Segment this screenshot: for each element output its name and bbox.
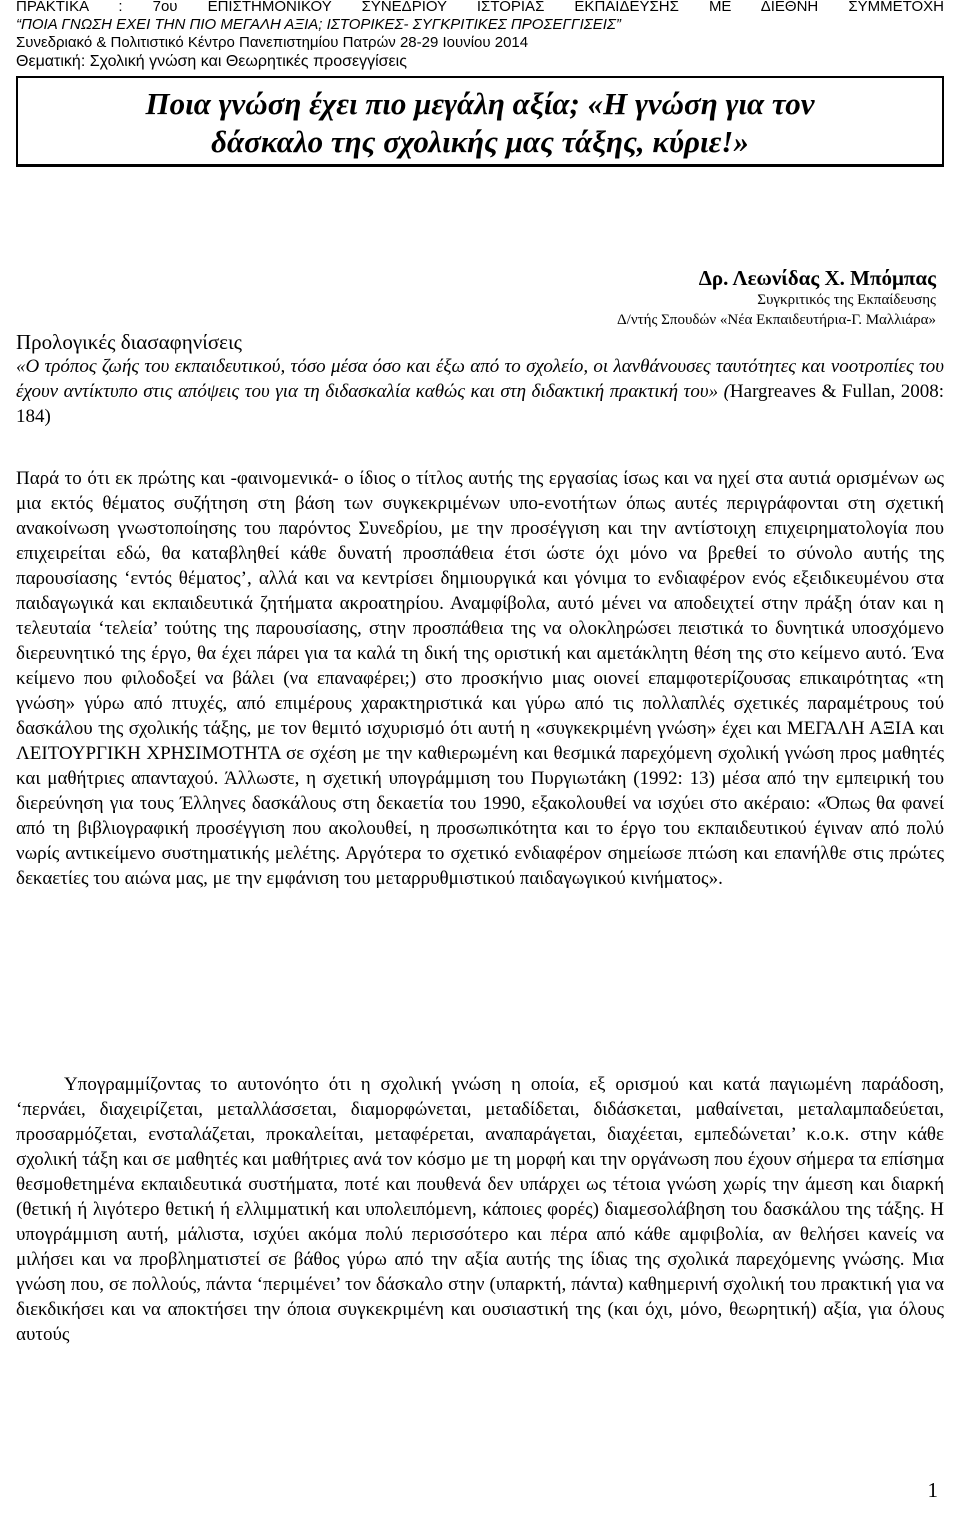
header-proceedings-line: ΠΡΑΚΤΙΚΑ : 7ου ΕΠΙΣΤΗΜΟΝΙΚΟΥ ΣΥΝΕΔΡΙΟΥ ΙΣΤΟΡΙΑΣ ΕΚΠΑΙΔΕΥΣΗΣ ΜΕ ΔΙΕΘΝΗ ΣΥΜΜΕΤΟΧΗ	[16, 0, 944, 15]
body-paragraph-1: Παρά το ότι εκ πρώτης και -φαινομενικά- ο ίδιος ο τίτλος αυτής της εργασίας ίσως και να ηχεί στα αυτιά ορισμένων ως μια εκτός θέματος συζήτηση στη βάση των συγκεκριμένων υπο-ενοτήτων όπως αυτές περιγράφονται στη σχετική ανακοίνωση γνωστοποίησης του παρόντος Συνεδρίου, με την προσέγγιση και την αντίστοιχη επιχειρηματολογία που επιχειρείται εδώ, θα καταβληθεί κάθε δυνατή προσπάθεια έτσι ώστε όχι μόνο να βρεθεί το σύνολο αυτής της παρουσίασης ‘εντός θέματος’, αλλά και να κεντρίσει δημιουργικά και γόνιμα το ενδιαφέρον ενός εξειδικευμένου στα παιδαγωγικά και εκπαιδευτικά ζητήματα ακροατηρίου. Αναμφίβολα, αυτό μένει να αποδειχτεί στην πράξη όταν και η τελευταία ‘τελεία’ τούτης της παρουσίασης, στην προσπάθεια της να ολοκληρώσει πειστικά το δυνητικά υποσχόμενο διερευνητικό της έργο, θα έχει πάρει για τα καλά τη δική της οριστική και αμετάκλητη θέση της στο κείμενο αυτό. Ένα κείμενο που φιλοδοξεί να βάλει (να επαναφέρει;) στο προσκήνιο μιας οιονεί επαμφοτερίζουσας επικαιρότητας «τη γνώση» γύρω από πτυχές, από επιμέρους χαρακτηριστικά και γύρω από τις πολλαπλές σχετικές παραμέτρους τού δασκάλου της σχολικής τάξης, με τον θεμιτό ισχυρισμό ότι αυτή η «συγκεκριμένη γνώση» έχει και ΜΕΓΑΛΗ ΑΞΙΑ και ΛΕΙΤΟΥΡΓΙΚΗ ΧΡΗΣΙΜΟΤΗΤΑ σε σχέση με την καθιερωμένη και θεσμικά παρεχόμενη σχολική γνώση προς μαθητές και μαθήτριες απανταχού. Άλλωστε, η σχετική υπογράμμιση του Πυργιωτάκη (1992: 13) μέσα από την εμπειρική του διερεύνηση για τους Έλληνες δασκάλους στη δεκαετία του 1990, εξακολουθεί να ισχύει στο ακέραιο: «Όπως θα φανεί από τη βιβλιογραφική προσέγγιση που ακολουθεί, η προσωπικότητα και το έργο του εκπαιδευτικού έγιναν από πολύ νωρίς αντικείμενο συστηματικής μελέτης. Αργότερα το σχετικό ενδιαφέρον σημείωσε πτώση και επανήλθε στις πρώτες δεκαετίες του αιώνα μας, με την εμφάνιση του μεταρρυθμιστικού παιδαγωγικού κινήματος».	[16, 468, 944, 889]
epigraph-quote-text: «Ο τρόπος ζωής του εκπαιδευτικού, τόσο μέσα όσο και έξω από το σχολείο, οι λανθάνουσες ταυτότητες και νοοτροπίες του έχουν αντίκτυπο στις απόψεις του για τη διδασκαλία καθώς και στη διδακτική πρακτική του» (	[16, 356, 944, 402]
author-role: Συγκριτικός της Εκπαίδευσης	[757, 292, 936, 308]
paper-title	[18, 85, 942, 161]
header-conference-theme: “ΠΟΙΑ ΓΝΩΣΗ ΕΧΕΙ ΤΗΝ ΠΙΟ ΜΕΓΑΛΗ ΑΞΙΑ; ΙΣΤΟΡΙΚΕΣ- ΣΥΓΚΡΙΤΙΚΕΣ ΠΡΟΣΕΓΓΙΣΕΙΣ”	[16, 16, 621, 33]
header-thematic-area: Θεματική: Σχολική γνώση και Θεωρητικές προσεγγίσεις	[16, 53, 407, 70]
epigraph-citation: Hargreaves & Fullan, 2008: 184)	[16, 381, 944, 427]
title-box	[16, 76, 944, 167]
section-heading: Προλογικές διασαφηνίσεις	[16, 330, 242, 354]
author-name: Δρ. Λεωνίδας Χ. Μπόμπας	[698, 266, 936, 290]
paper-title-line-1: Ποια γνώση έχει πιο μεγάλη αξία; «Η γνώση για τον	[145, 86, 815, 121]
header-venue-date: Συνεδριακό & Πολιτιστικό Κέντρο Πανεπιστημίου Πατρών 28-29 Ιουνίου 2014	[16, 34, 529, 51]
author-affiliation: Δ/ντής Σπουδών «Νέα Εκπαιδευτήρια-Γ. Μαλλιάρα»	[617, 312, 936, 328]
epigraph-quote	[16, 354, 944, 429]
paper-title-line-2: δάσκαλο της σχολικής μας τάξης, κύριε!»	[211, 124, 749, 159]
body-paragraph-2: Υπογραμμίζοντας το αυτονόητο ότι η σχολική γνώση η οποία, εξ ορισμού και κατά παγιωμένη παράδοση, ‘περνάει, διαχειρίζεται, μεταλλάσσεται, διαμορφώνεται, μεταδίδεται, διδάσκεται, μαθαίνεται, μεταλαμπαδεύεται, προσαρμόζεται, ενσταλάζεται, προκαλείται, μεταφέρεται, αναπαράγεται, διαχέεται, εμπεδώνεται’ κ.ο.κ. στην κάθε σχολική τάξη και σε μαθητές και μαθήτριες ανά τον κόσμο με τη μορφή και την οργάνωση που έχουν σήμερα τα επίσημα θεσμοθετημένα εκπαιδευτικά συστήματα, ποτέ και πουθενά δεν υπάρχει ως τέτοια γνώση χωρίς την άμεση και διαρκή (θετική ή λιγότερο θετική ή ελλιμματική και υπολειπόμενη, κάποιες φορές) διαμεσολάβηση του δασκάλου της τάξης. Η υπογράμμιση αυτή, μάλιστα, ισχύει ακόμα πολύ περισσότερο και πέρα από κάθε αμφιβολία, αν θελήσει κανείς να μιλήσει και να προβληματιστεί σε βάθος γύρω από την αξία αυτής της ίδιας της σχολικά παρεχόμενης γνώσης. Μια γνώση που, σε πολλούς, πάντα ‘περιμένει’ τον δάσκαλο στην (υπαρκτή, πάντα) καθημερινή σχολική του πρακτική για να διεκδικήσει και να αποκτήσει την όποια συγκεκριμένη και ουσιαστική της (και όχι, μόνο, θεωρητική) αξία, για όλους αυτούς	[16, 1074, 944, 1345]
page-number: 1	[927, 1478, 938, 1502]
author-block	[617, 266, 936, 330]
